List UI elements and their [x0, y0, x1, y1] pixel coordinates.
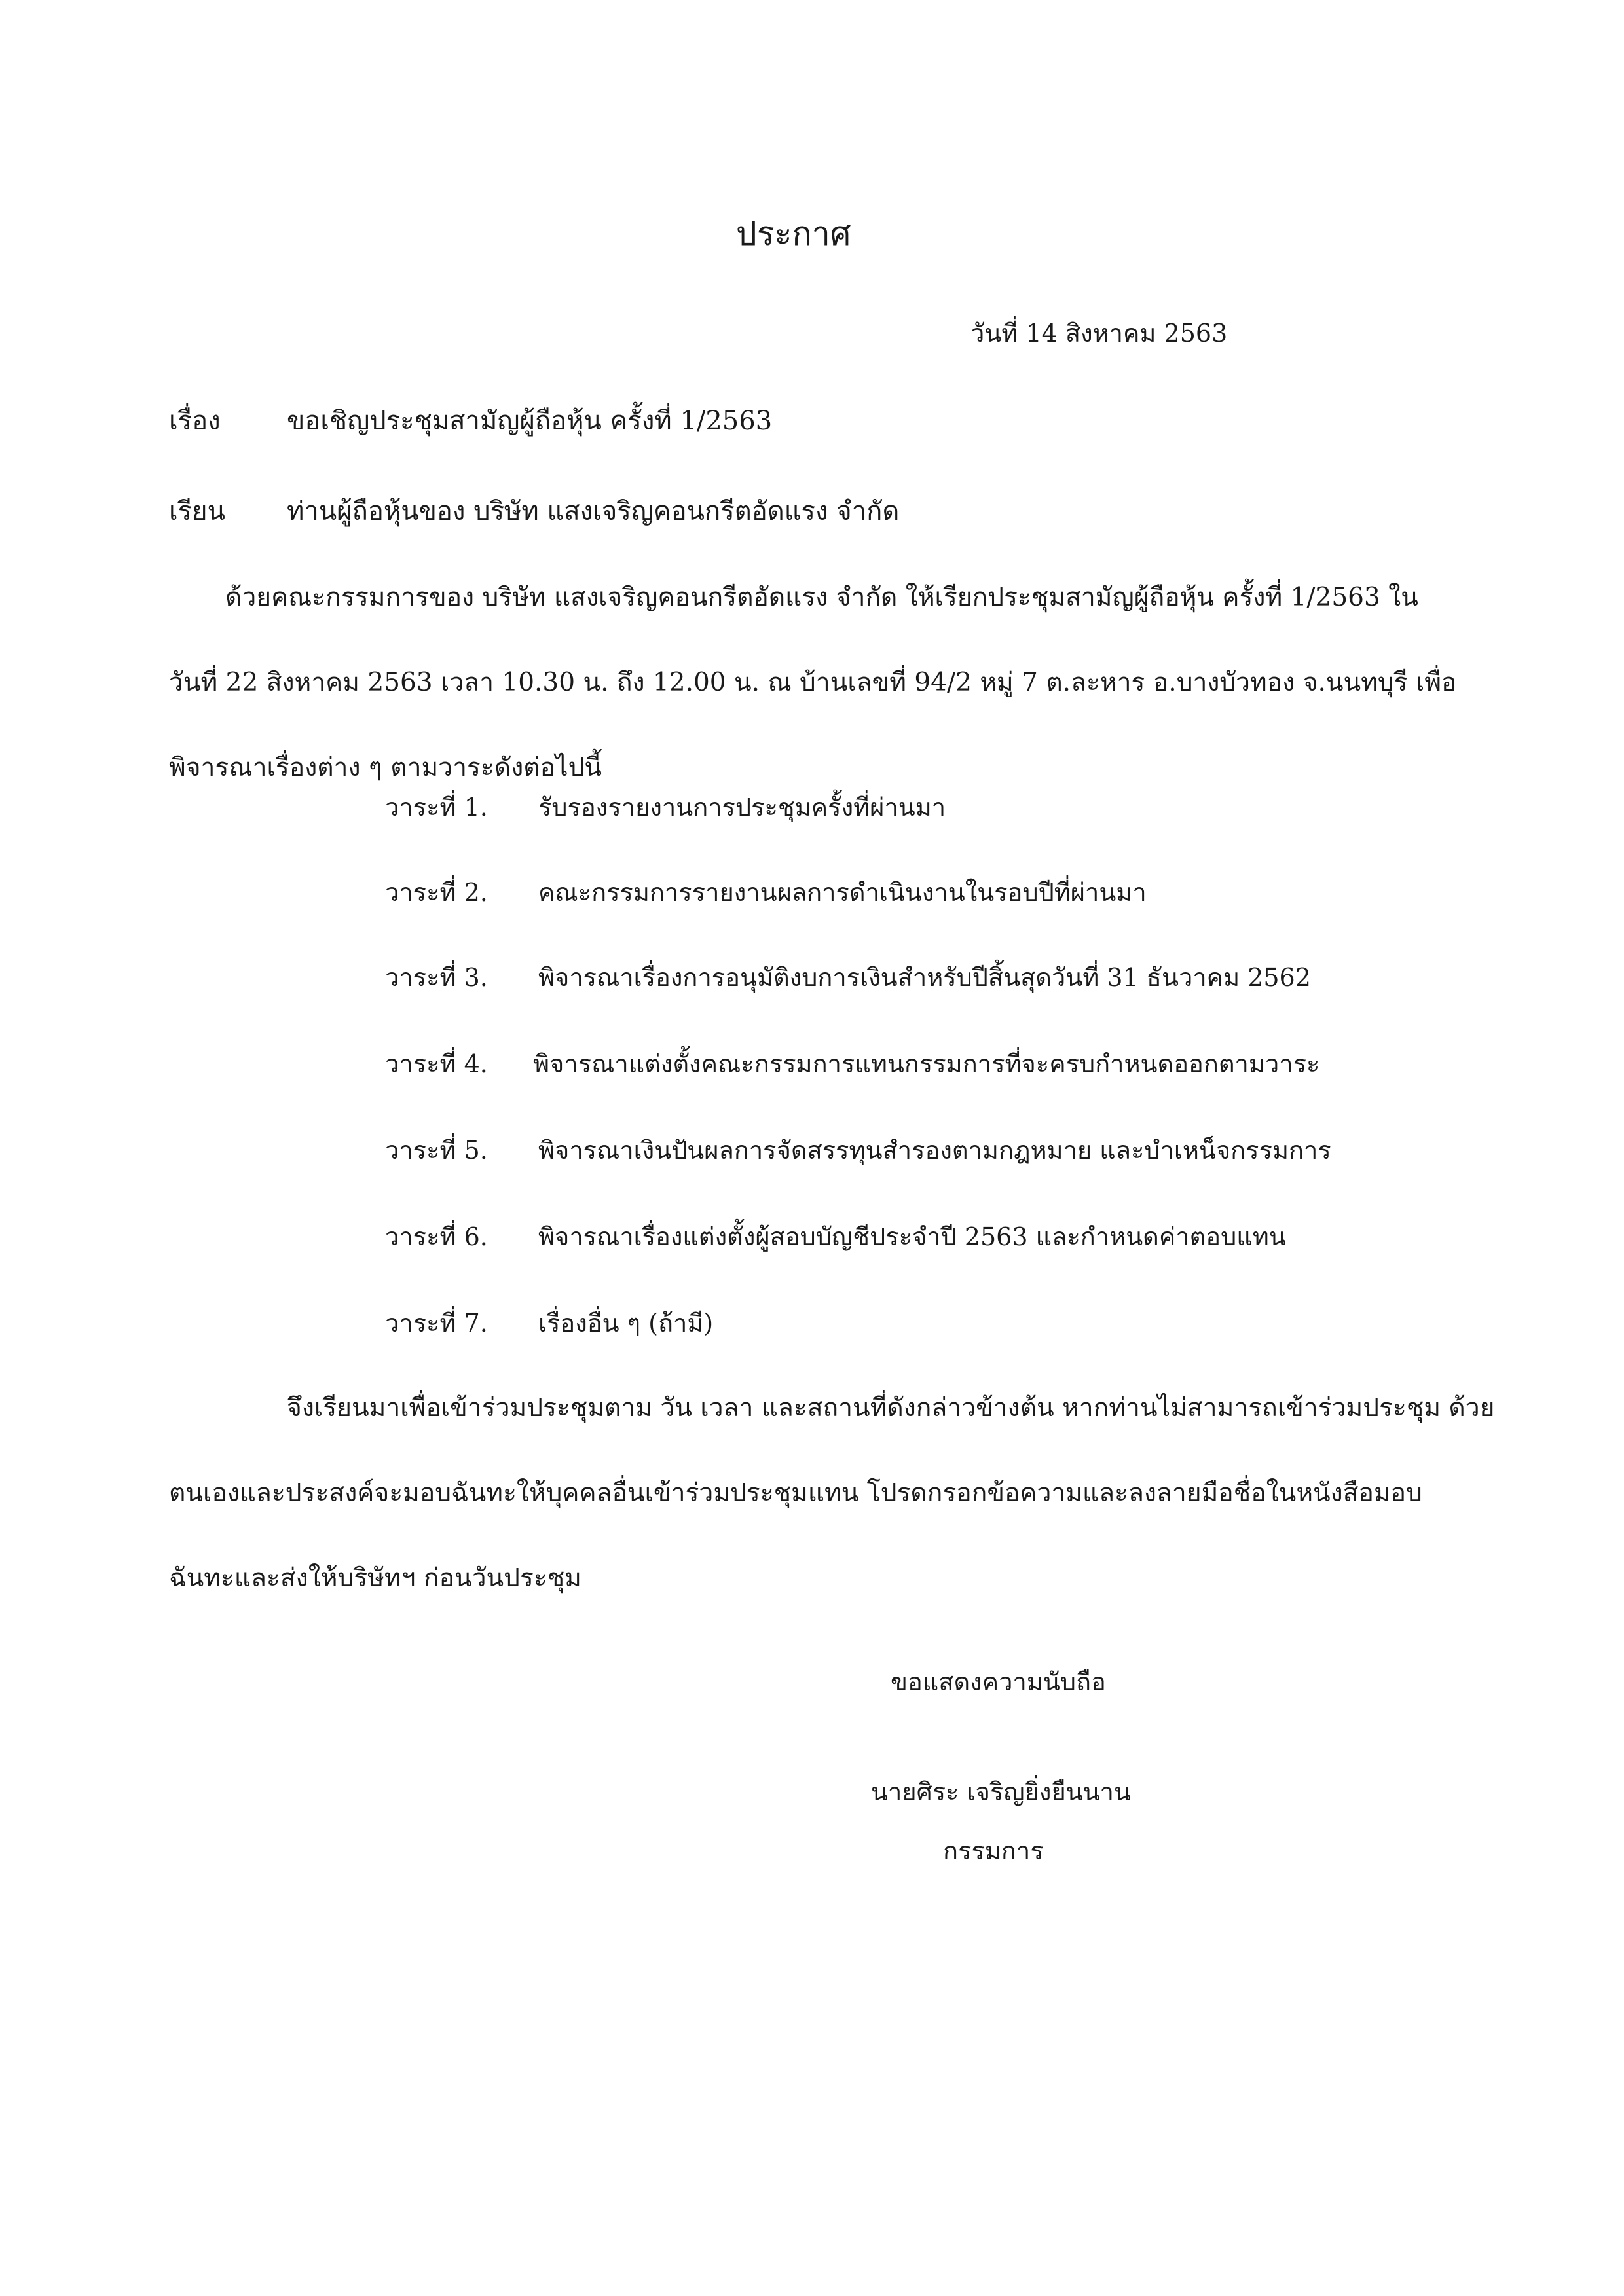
intro-paragraph — [169, 555, 1456, 811]
invite-line: ตนเองและประสงค์จะมอบฉันทะให้บุคคลอื่นเข้าร่วมประชุมแทน โปรดกรอกข้อความและลงลายมือชื่อในหนังสือมอบ — [169, 1478, 1422, 1508]
agenda-number: วาระที่ 3. — [385, 963, 488, 992]
invite-line: ฉันทะและส่งให้บริษัทฯ ก่อนวันประชุม — [169, 1563, 581, 1593]
agenda-number: วาระที่ 6. — [385, 1222, 488, 1251]
invitation-paragraph — [169, 1366, 1495, 1621]
recipient-label: เรียน — [169, 496, 225, 526]
agenda-item: รับรองรายงานการประชุมครั้งที่ผ่านมา — [538, 793, 946, 822]
subject-label: เรื่อง — [169, 406, 221, 436]
document-date: วันที่ 14 สิงหาคม 2563 — [970, 319, 1228, 348]
agenda-item: เรื่องอื่น ๆ (ถ้ามี) — [538, 1309, 714, 1338]
agenda-number: วาระที่ 5. — [385, 1136, 488, 1165]
agenda-item: พิจารณาแต่งตั้งคณะกรรมการแทนกรรมการที่จะครบกำหนดออกตามวาระ — [533, 1049, 1320, 1078]
recipient-text: ท่านผู้ถือหุ้นของ บริษัท แสงเจริญคอนกรีตอัดแรง จำกัด — [287, 496, 900, 526]
intro-line: พิจารณาเรื่องต่าง ๆ ตามวาระดังต่อไปนี้ — [169, 753, 602, 782]
subject-text: ขอเชิญประชุมสามัญผู้ถือหุ้น ครั้งที่ 1/2563 — [287, 406, 773, 436]
signer-position: กรรมการ — [943, 1836, 1044, 1865]
agenda-number: วาระที่ 2. — [385, 878, 488, 907]
agenda-number: วาระที่ 4. — [385, 1049, 488, 1078]
agenda-item: พิจารณาเรื่องการอนุมัติงบการเงินสำหรับปีสิ้นสุดวันที่ 31 ธันวาคม 2562 — [538, 963, 1311, 992]
intro-line: วันที่ 22 สิงหาคม 2563 เวลา 10.30 น. ถึง 12.00 น. ณ บ้านเลขที่ 94/2 หมู่ 7 ต.ละหาร อ.บางบัวทอง จ.นนทบุรี เพื่อ — [169, 668, 1457, 697]
agenda-item: พิจารณาเรื่องแต่งตั้งผู้สอบบัญชีประจำปี 2563 และกำหนดค่าตอบแทน — [538, 1222, 1286, 1251]
agenda-number: วาระที่ 1. — [385, 793, 488, 822]
agenda-item: พิจารณาเงินปันผลการจัดสรรทุนสำรองตามกฎหมาย และบำเหน็จกรรมการ — [538, 1136, 1331, 1165]
invite-line: จึงเรียนมาเพื่อเข้าร่วมประชุมตาม วัน เวลา และสถานที่ดังกล่าวข้างต้น หากท่านไม่สามารถเข้าร่วมประชุม ด้วย — [287, 1393, 1495, 1423]
intro-line: ด้วยคณะกรรมการของ บริษัท แสงเจริญคอนกรีตอัดแรง จำกัด ให้เรียกประชุมสามัญผู้ถือหุ้น ครั้งที่ 1/2563 ใน — [225, 583, 1418, 612]
document-title: ประกาศ — [736, 215, 851, 253]
signer-name: นายศิระ เจริญยิ่งยืนนาน — [871, 1777, 1131, 1806]
agenda-item: คณะกรรมการรายงานผลการดำเนินงานในรอบปีที่ผ่านมา — [538, 878, 1147, 907]
closing-salutation: ขอแสดงความนับถือ — [891, 1667, 1106, 1696]
agenda-number: วาระที่ 7. — [385, 1309, 488, 1338]
